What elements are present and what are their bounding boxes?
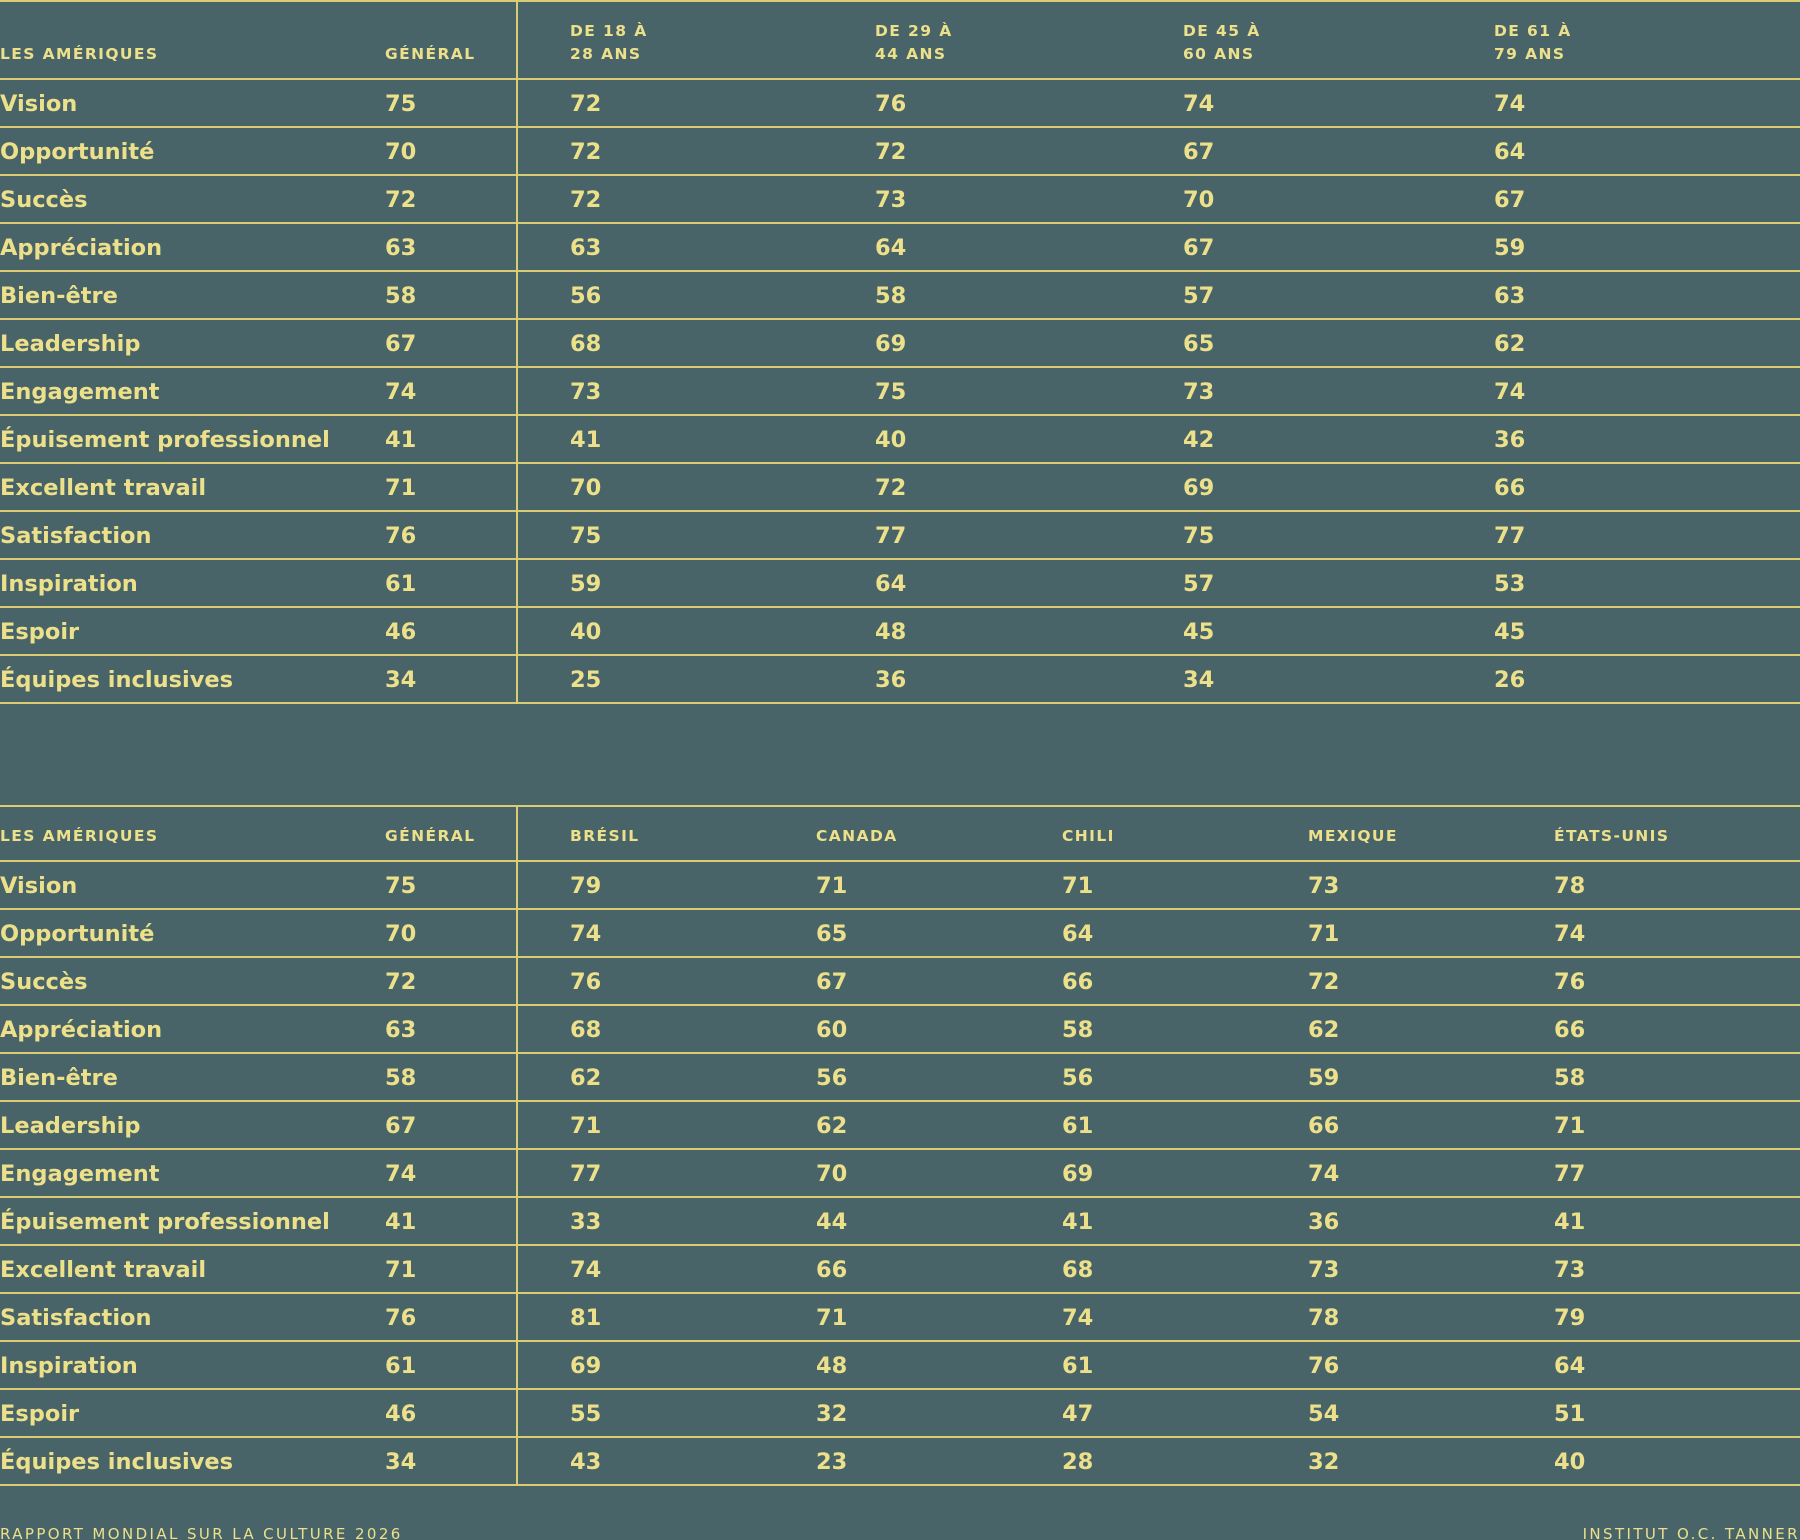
table-cell: 56 <box>570 283 602 309</box>
table-cell: 61 <box>1062 1113 1094 1139</box>
table-cell: 67 <box>385 331 417 357</box>
table-cell: 46 <box>385 1401 417 1427</box>
table-cell: 64 <box>1494 139 1526 165</box>
table-cell: 56 <box>1062 1065 1094 1091</box>
table-cell: 63 <box>1494 283 1526 309</box>
table-cell: 71 <box>816 873 848 899</box>
table-cell: 78 <box>1308 1305 1340 1331</box>
table-cell: 59 <box>1494 235 1526 261</box>
table-cell: 63 <box>570 235 602 261</box>
table-cell: 42 <box>1183 427 1215 453</box>
table-cell: 71 <box>1062 873 1094 899</box>
table-cell: 76 <box>875 91 907 117</box>
row-label: Espoir <box>0 619 80 645</box>
table-cell: 74 <box>1183 91 1215 117</box>
table-cell: 36 <box>1494 427 1526 453</box>
table-cell: 41 <box>570 427 602 453</box>
row-label: Équipes inclusives <box>0 667 234 693</box>
table-cell: 67 <box>1183 139 1215 165</box>
table-cell: 64 <box>875 571 907 597</box>
row-label: Appréciation <box>0 235 163 261</box>
table-cell: 73 <box>1183 379 1215 405</box>
table-cell: 26 <box>1494 667 1526 693</box>
table-cell: 74 <box>570 1257 602 1283</box>
table-cell: 64 <box>1554 1353 1586 1379</box>
column-header: ÉTATS-UNIS <box>1554 827 1670 845</box>
table-cell: 71 <box>1554 1113 1586 1139</box>
row-label: Appréciation <box>0 1017 163 1043</box>
table-cell: 79 <box>570 873 602 899</box>
row-rule <box>0 1340 1800 1342</box>
table-cell: 77 <box>1554 1161 1586 1187</box>
table-cell: 67 <box>816 969 848 995</box>
column-header: CHILI <box>1062 827 1115 845</box>
table-cell: 62 <box>570 1065 602 1091</box>
footer-report-title: RAPPORT MONDIAL SUR LA CULTURE 2026 <box>0 1525 403 1540</box>
table-cell: 34 <box>385 667 417 693</box>
table-cell: 32 <box>816 1401 848 1427</box>
table-cell: 65 <box>1183 331 1215 357</box>
table-cell: 71 <box>570 1113 602 1139</box>
table-cell: 71 <box>385 475 417 501</box>
row-rule <box>0 702 1800 704</box>
column-header: DE 45 À 60 ANS <box>1183 22 1261 63</box>
table-cell: 72 <box>570 187 602 213</box>
row-label: Satisfaction <box>0 523 152 549</box>
table-cell: 58 <box>385 1065 417 1091</box>
table-cell: 61 <box>385 571 417 597</box>
column-header: DE 29 À 44 ANS <box>875 22 953 63</box>
row-label: Engagement <box>0 379 160 405</box>
table-cell: 70 <box>385 921 417 947</box>
table-cell: 72 <box>385 187 417 213</box>
column-header: DE 61 À 79 ANS <box>1494 22 1572 63</box>
table-cell: 23 <box>816 1449 848 1475</box>
table-cell: 40 <box>570 619 602 645</box>
table-cell: 57 <box>1183 571 1215 597</box>
row-rule <box>0 908 1800 910</box>
table-cell: 69 <box>875 331 907 357</box>
table-cell: 48 <box>816 1353 848 1379</box>
table-cell: 73 <box>875 187 907 213</box>
table-cell: 41 <box>1062 1209 1094 1235</box>
table-cell: 72 <box>570 91 602 117</box>
table-cell: 76 <box>385 523 417 549</box>
row-label: Équipes inclusives <box>0 1449 234 1475</box>
table-cell: 73 <box>1554 1257 1586 1283</box>
row-label: Bien-être <box>0 1065 118 1091</box>
table-cell: 43 <box>570 1449 602 1475</box>
row-label: Bien-être <box>0 283 118 309</box>
table-cell: 61 <box>385 1353 417 1379</box>
table-cell: 70 <box>1183 187 1215 213</box>
table-cell: 70 <box>385 139 417 165</box>
row-rule <box>0 1436 1800 1438</box>
table-cell: 75 <box>385 91 417 117</box>
table-cell: 36 <box>1308 1209 1340 1235</box>
table-cell: 73 <box>1308 873 1340 899</box>
column-header: DE 18 À 28 ANS <box>570 22 648 63</box>
table-cell: 71 <box>385 1257 417 1283</box>
row-label: Inspiration <box>0 1353 138 1379</box>
table-cell: 25 <box>570 667 602 693</box>
table-cell: 74 <box>1494 91 1526 117</box>
table-cell: 59 <box>570 571 602 597</box>
column-divider <box>516 0 518 704</box>
table-cell: 32 <box>1308 1449 1340 1475</box>
table-cell: 77 <box>570 1161 602 1187</box>
table-rule <box>0 805 1800 807</box>
table-cell: 40 <box>1554 1449 1586 1475</box>
column-header: LES AMÉRIQUES <box>0 45 159 63</box>
table-cell: 73 <box>570 379 602 405</box>
table-cell: 76 <box>1308 1353 1340 1379</box>
table-cell: 57 <box>1183 283 1215 309</box>
column-header: CANADA <box>816 827 898 845</box>
table-cell: 75 <box>385 873 417 899</box>
table-cell: 72 <box>570 139 602 165</box>
table-cell: 62 <box>1494 331 1526 357</box>
column-header: MEXIQUE <box>1308 827 1398 845</box>
table-cell: 79 <box>1554 1305 1586 1331</box>
table-cell: 75 <box>570 523 602 549</box>
table-cell: 40 <box>875 427 907 453</box>
table-cell: 71 <box>1308 921 1340 947</box>
table-cell: 33 <box>570 1209 602 1235</box>
table-cell: 74 <box>385 379 417 405</box>
table-cell: 68 <box>570 1017 602 1043</box>
table-cell: 56 <box>816 1065 848 1091</box>
table-cell: 51 <box>1554 1401 1586 1427</box>
table-cell: 61 <box>1062 1353 1094 1379</box>
table-cell: 63 <box>385 1017 417 1043</box>
table-cell: 45 <box>1183 619 1215 645</box>
table-cell: 66 <box>1062 969 1094 995</box>
row-label: Leadership <box>0 331 141 357</box>
row-label: Engagement <box>0 1161 160 1187</box>
column-header: GÉNÉRAL <box>385 827 476 845</box>
table-cell: 75 <box>875 379 907 405</box>
table-cell: 68 <box>1062 1257 1094 1283</box>
column-header: LES AMÉRIQUES <box>0 827 159 845</box>
table-cell: 28 <box>1062 1449 1094 1475</box>
row-rule <box>0 1148 1800 1150</box>
table-cell: 54 <box>1308 1401 1340 1427</box>
row-label: Excellent travail <box>0 1257 207 1283</box>
table-cell: 66 <box>1494 475 1526 501</box>
table-cell: 48 <box>875 619 907 645</box>
table-cell: 76 <box>1554 969 1586 995</box>
table-cell: 74 <box>385 1161 417 1187</box>
table-cell: 34 <box>1183 667 1215 693</box>
row-rule <box>0 1244 1800 1246</box>
table-cell: 64 <box>1062 921 1094 947</box>
table-cell: 66 <box>1554 1017 1586 1043</box>
table-rule <box>0 0 1800 2</box>
table-cell: 69 <box>570 1353 602 1379</box>
table-cell: 60 <box>816 1017 848 1043</box>
table-cell: 62 <box>1308 1017 1340 1043</box>
column-header: BRÉSIL <box>570 827 640 845</box>
row-label: Vision <box>0 873 78 899</box>
table-cell: 77 <box>875 523 907 549</box>
table-cell: 69 <box>1062 1161 1094 1187</box>
row-rule <box>0 1052 1800 1054</box>
table-cell: 44 <box>816 1209 848 1235</box>
table-cell: 77 <box>1494 523 1526 549</box>
table-cell: 66 <box>1308 1113 1340 1139</box>
table-cell: 81 <box>570 1305 602 1331</box>
row-label: Épuisement professionnel <box>0 1209 330 1235</box>
table-cell: 71 <box>816 1305 848 1331</box>
table-cell: 45 <box>1494 619 1526 645</box>
table-cell: 76 <box>570 969 602 995</box>
table-cell: 65 <box>816 921 848 947</box>
row-label: Opportunité <box>0 139 155 165</box>
table-cell: 36 <box>875 667 907 693</box>
row-label: Vision <box>0 91 78 117</box>
column-header: GÉNÉRAL <box>385 45 476 63</box>
table-cell: 74 <box>570 921 602 947</box>
table-cell: 67 <box>385 1113 417 1139</box>
row-rule <box>0 1484 1800 1486</box>
row-label: Succès <box>0 187 88 213</box>
row-rule <box>0 956 1800 958</box>
table-cell: 72 <box>385 969 417 995</box>
row-rule <box>0 1100 1800 1102</box>
table-cell: 58 <box>1062 1017 1094 1043</box>
table-cell: 67 <box>1494 187 1526 213</box>
row-rule <box>0 1292 1800 1294</box>
table-cell: 76 <box>385 1305 417 1331</box>
table-cell: 74 <box>1494 379 1526 405</box>
row-rule <box>0 1388 1800 1390</box>
table-cell: 41 <box>385 1209 417 1235</box>
table-cell: 34 <box>385 1449 417 1475</box>
row-label: Inspiration <box>0 571 138 597</box>
table-cell: 74 <box>1308 1161 1340 1187</box>
table-cell: 72 <box>875 139 907 165</box>
table-cell: 66 <box>816 1257 848 1283</box>
table-cell: 58 <box>1554 1065 1586 1091</box>
table-cell: 69 <box>1183 475 1215 501</box>
table-cell: 63 <box>385 235 417 261</box>
row-label: Espoir <box>0 1401 80 1427</box>
table-cell: 75 <box>1183 523 1215 549</box>
table-cell: 58 <box>875 283 907 309</box>
header-rule <box>0 860 1800 862</box>
table-cell: 46 <box>385 619 417 645</box>
table-cell: 41 <box>1554 1209 1586 1235</box>
table-cell: 41 <box>385 427 417 453</box>
table-cell: 70 <box>816 1161 848 1187</box>
table-cell: 72 <box>1308 969 1340 995</box>
footer-publisher: INSTITUT O.C. TANNER <box>1582 1525 1800 1540</box>
table-cell: 59 <box>1308 1065 1340 1091</box>
table-cell: 73 <box>1308 1257 1340 1283</box>
row-label: Excellent travail <box>0 475 207 501</box>
table-cell: 78 <box>1554 873 1586 899</box>
table-cell: 70 <box>570 475 602 501</box>
table-cell: 47 <box>1062 1401 1094 1427</box>
row-label: Leadership <box>0 1113 141 1139</box>
table-cell: 58 <box>385 283 417 309</box>
row-label: Épuisement professionnel <box>0 427 330 453</box>
table-cell: 74 <box>1554 921 1586 947</box>
row-label: Opportunité <box>0 921 155 947</box>
table-cell: 68 <box>570 331 602 357</box>
row-label: Succès <box>0 969 88 995</box>
table-cell: 62 <box>816 1113 848 1139</box>
table-cell: 64 <box>875 235 907 261</box>
row-label: Satisfaction <box>0 1305 152 1331</box>
table-cell: 55 <box>570 1401 602 1427</box>
table-cell: 67 <box>1183 235 1215 261</box>
row-rule <box>0 1004 1800 1006</box>
table-cell: 74 <box>1062 1305 1094 1331</box>
table-cell: 53 <box>1494 571 1526 597</box>
table-cell: 72 <box>875 475 907 501</box>
